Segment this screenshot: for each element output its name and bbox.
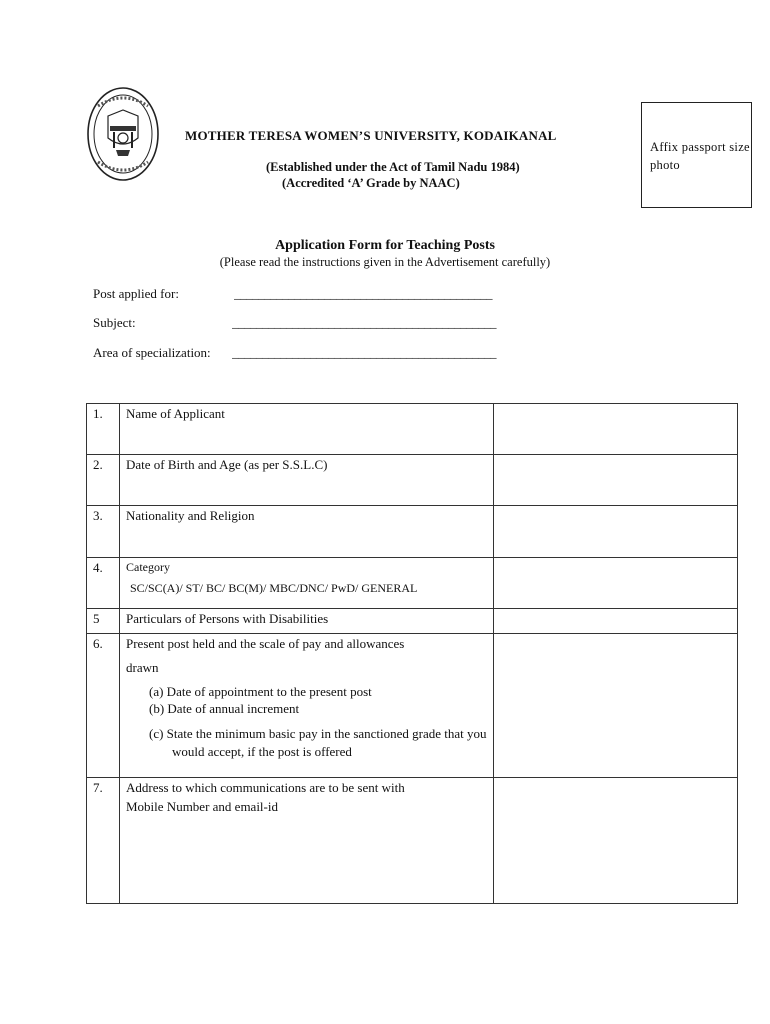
category-options: SC/SC(A)/ ST/ BC/ BC(M)/ MBC/DNC/ PwD/ GENERAL <box>130 581 418 595</box>
post-applied-field[interactable]: ___________________________________________ <box>234 286 492 301</box>
row-number: 7. <box>87 778 120 904</box>
address-cell <box>120 778 494 904</box>
row-number: 2. <box>87 455 120 506</box>
form-instruction-note: (Please read the instructions given in the Advertisement carefully) <box>219 255 551 269</box>
table-row <box>87 609 738 634</box>
table-row <box>87 778 738 904</box>
row-number: 5 <box>87 609 120 634</box>
row-number: 6. <box>87 634 120 778</box>
passport-photo-label: Affix passport size photo <box>650 140 750 172</box>
table-row <box>87 634 738 778</box>
sub-item-c: (c) State the minimum basic pay in the sanctioned grade that you would accept, if the post is offered <box>149 726 487 759</box>
nationality-religion-entry[interactable] <box>494 506 738 558</box>
table-row <box>87 404 738 455</box>
row-label: Address to which communications are to be sent with <box>126 780 405 795</box>
category-cell <box>120 558 494 609</box>
table-row <box>87 558 738 609</box>
row-number: 4. <box>87 558 120 609</box>
applicant-details-table <box>86 403 738 904</box>
university-name: MOTHER TERESA WOMEN’S UNIVERSITY, KODAIKANAL <box>185 128 557 143</box>
row-label: Date of Birth and Age (as per S.S.L.C) <box>120 455 494 506</box>
row-label-cont: Mobile Number and email-id <box>126 799 278 814</box>
specialization-field[interactable]: ____________________________________________ <box>232 345 496 360</box>
table-row <box>87 506 738 558</box>
form-title: Application Form for Teaching Posts <box>275 238 495 253</box>
row-label: Nationality and Religion <box>120 506 494 558</box>
sub-item-c-wrap <box>126 725 493 761</box>
row-label-cont: drawn <box>126 660 159 675</box>
disabilities-entry[interactable] <box>494 609 738 634</box>
table-row <box>87 455 738 506</box>
row-label: Name of Applicant <box>120 404 494 455</box>
row-label: Category <box>126 560 170 574</box>
university-seal-icon <box>86 86 160 182</box>
established-line: (Established under the Act of Tamil Nadu 1984) <box>266 160 520 174</box>
row-label: Present post held and the scale of pay and allowances <box>126 636 405 651</box>
category-entry[interactable] <box>494 558 738 609</box>
address-entry[interactable] <box>494 778 738 904</box>
row-number: 3. <box>87 506 120 558</box>
present-post-cell <box>120 634 494 778</box>
sub-item-b: (b) Date of annual increment <box>149 701 300 716</box>
sub-item-a: (a) Date of appointment to the present post <box>149 684 372 699</box>
post-applied-label: Post applied for: <box>93 286 179 301</box>
present-post-entry[interactable] <box>494 634 738 778</box>
accreditation-line: (Accredited ‘A’ Grade by NAAC) <box>282 176 460 190</box>
dob-age-entry[interactable] <box>494 455 738 506</box>
specialization-label: Area of specialization: <box>93 345 211 360</box>
row-label: Particulars of Persons with Disabilities <box>120 609 494 634</box>
subject-label: Subject: <box>93 315 136 330</box>
row-number: 1. <box>87 404 120 455</box>
applicant-name-entry[interactable] <box>494 404 738 455</box>
subject-field[interactable]: ____________________________________________ <box>232 315 496 330</box>
